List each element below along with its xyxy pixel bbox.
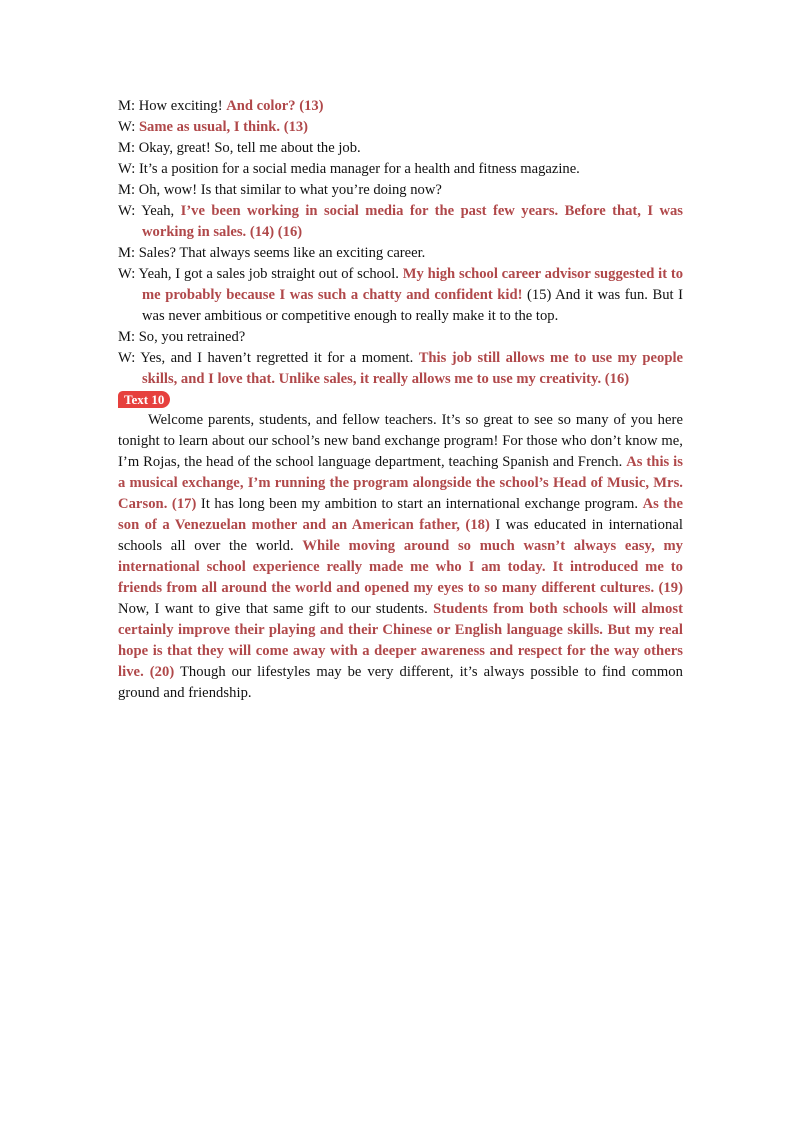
dialogue-line (118, 264, 683, 327)
plain-text: Yes, and I haven’t regretted it for a moment. (140, 350, 419, 366)
speaker-label: M: (118, 245, 139, 261)
plain-text: It’s a position for a social media manager for a health and fitness magazine. (138, 161, 580, 177)
plain-text: Now, I want to give that same gift to our students. (118, 601, 434, 617)
highlighted-text: This job still allows me to use my people skills, and I love that. Unlike sales, it really allows me to use my creativity. (16) (142, 350, 683, 387)
plain-text: How exciting! (138, 98, 227, 114)
speaker-label: W: (118, 266, 139, 282)
speaker-label: M: (118, 98, 139, 114)
speaker-label: M: (118, 182, 139, 198)
dialogue-line (118, 327, 683, 348)
plain-text: Yeah, I got a sales job straight out of school. (138, 266, 403, 282)
dialogue-line (118, 117, 683, 138)
speaker-label: W: (118, 119, 139, 135)
monologue-paragraph (118, 410, 683, 704)
dialogue-line (118, 96, 683, 117)
plain-text: It has long been my ambition to start an international exchange program. (196, 496, 643, 512)
highlighted-text: As this is a musical exchange, I’m running the program alongside the school’s Head of Music, Mrs. Carson. (17) (118, 454, 683, 512)
highlighted-text: While moving around so much wasn’t always easy, my international school experience really made me who I am today. It introduced me to friends from all around the world and opened my eyes to so many different cultures. (19) (118, 538, 684, 596)
highlighted-text: Same as usual, I think. (13) (138, 119, 309, 135)
section-label-row (118, 390, 683, 410)
dialogue-line (118, 138, 683, 159)
dialogue-line (118, 180, 683, 201)
speaker-label: M: (118, 329, 139, 345)
plain-text: So, you retrained? (138, 329, 246, 345)
speaker-label: W: (118, 203, 142, 219)
dialogue-line (118, 201, 683, 243)
highlighted-text: Students from both schools will almost certainly improve their playing and their Chinese or English language skills. But my real hope is that they will come away with a deeper awareness and respect for the way others live. (20) (118, 601, 683, 680)
plain-text: Oh, wow! Is that similar to what you’re doing now? (138, 182, 442, 198)
highlighted-text: I’ve been working in social media for the past few years. Before that, I was working in sales. (14) (16) (142, 203, 683, 240)
plain-text: Sales? That always seems like an exciting career. (138, 245, 426, 261)
dialogue-line (118, 243, 683, 264)
speaker-label: W: (118, 350, 141, 366)
speaker-label: W: (118, 161, 139, 177)
plain-text: (15) And it was fun. But I was never ambitious or competitive enough to really make it to the top. (142, 287, 683, 324)
highlighted-text: My high school career advisor suggested it to me probably because I was such a chatty and confident kid! (142, 266, 683, 303)
plain-text: Welcome parents, students, and fellow teachers. It’s so great to see so many of you here tonight to learn about our school’s new band exchange program! For those who don’t know me, I’m Rojas, the head of the school language department, teaching Spanish and French. (118, 412, 683, 470)
dialogue-section (118, 96, 683, 390)
plain-text: Okay, great! So, tell me about the job. (138, 140, 361, 156)
highlighted-text: And color? (13) (226, 98, 324, 114)
speaker-label: M: (118, 140, 139, 156)
content (118, 96, 683, 704)
plain-text: I was educated in international schools all over the world. (118, 517, 683, 554)
plain-text: Yeah, (141, 203, 181, 219)
plain-text: Though our lifestyles may be very different, it’s always possible to find common ground and friendship. (118, 664, 684, 701)
dialogue-line (118, 348, 683, 390)
section-label-badge: Text 10 (118, 391, 170, 408)
dialogue-line (118, 159, 683, 180)
highlighted-text: As the son of a Venezuelan mother and an American father, (18) (118, 496, 683, 533)
